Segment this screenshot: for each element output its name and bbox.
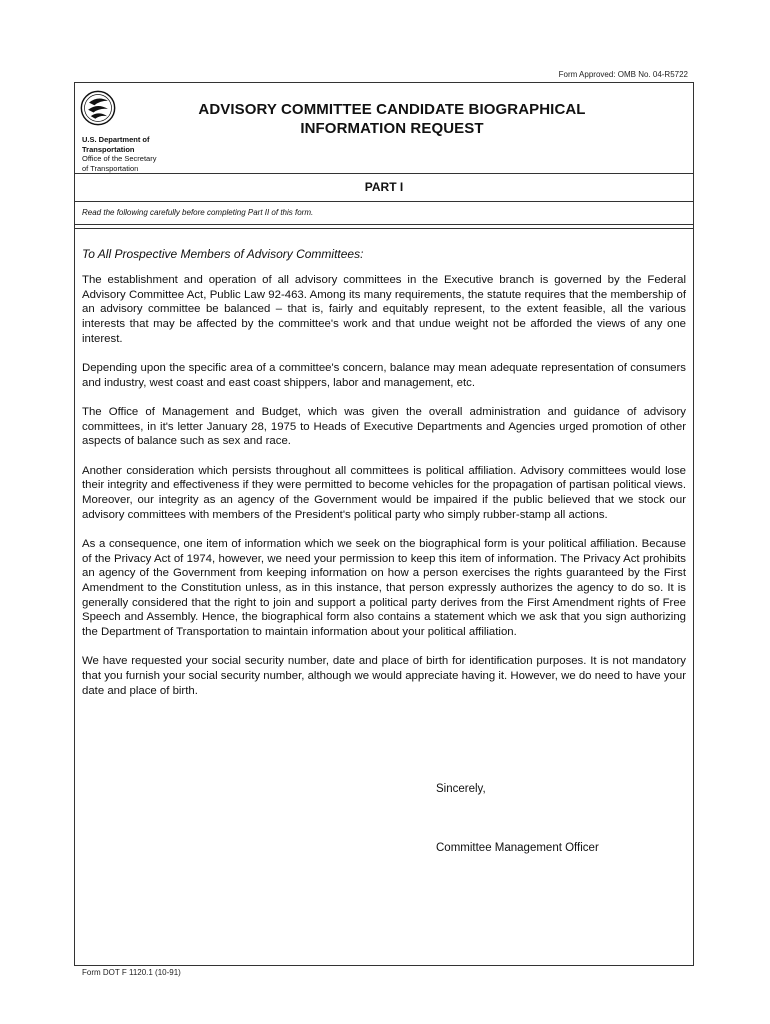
- form-title-line-2: INFORMATION REQUEST: [300, 120, 484, 137]
- paragraph-2: Depending upon the specific area of a committee's concern, balance may mean adequate representation of consumers and industry, west coast and east coast shippers, labor and management, etc.: [82, 362, 686, 389]
- form-title: [75, 100, 693, 138]
- form-header: [75, 83, 693, 174]
- part-label: PART I: [75, 174, 693, 202]
- agency-line-1: U.S. Department of: [82, 135, 150, 144]
- paragraph-1: The establishment and operation of all advisory committees in the Executive branch is governed by the Federal Advisory Committee Act, Public Law 92-463. Among its many requirements, the statute requires that the membership of an advisory committee be balanced – that is, fairly and equitably represent, to the extent feasible, all the various interests that may be affected by the committee's work and that undue weight not be afforded the views of any one interest.: [82, 274, 686, 345]
- form-frame: [74, 82, 694, 966]
- signatory-title: Committee Management Officer: [436, 842, 599, 854]
- agency-line-4: of Transportation: [82, 163, 139, 173]
- agency-line-3: Office of the Secretary: [82, 154, 157, 163]
- closing: Sincerely,: [436, 783, 486, 795]
- salutation: To All Prospective Members of Advisory Committees:: [82, 247, 364, 261]
- form-title-line-1: ADVISORY COMMITTEE CANDIDATE BIOGRAPHICAL: [198, 101, 586, 118]
- paragraph-6: We have requested your social security number, date and place of birth for identification purposes. It is not mandatory that you furnish your social security number, although we would appreciate having it. However, we do need to have your date and place of birth.: [82, 655, 686, 697]
- paragraph-4: Another consideration which persists throughout all committees is political affiliation. Advisory committees would lose their integrity and effectiveness if they were permitted to become vehicles for the propagation of partisan political views. Moreover, our integrity as an agency of the Government would be impaired if the public believed that we stock our advisory committees with members of the President's political party who simply rubber-stamp all actions.: [82, 464, 686, 521]
- agency-block: [82, 135, 156, 173]
- letter-body: [75, 229, 693, 698]
- omb-approval-number: Form Approved: OMB No. 04-R5722: [558, 70, 688, 79]
- agency-line-2: Transportation: [82, 144, 135, 154]
- form-number: Form DOT F 1120.1 (10-91): [82, 968, 181, 977]
- instruction-text: Read the following carefully before completing Part II of this form.: [75, 202, 693, 225]
- paragraph-5: As a consequence, one item of information which we seek on the biographical form is your political affiliation. Because of the Privacy Act of 1974, however, we need your permission to keep this item of information. The Privacy Act prohibits an agency of the Government from keeping information on how a person exercises the rights guaranteed by the First Amendment to the Constitution unless, as in this instance, that person expressly authorizes the agency to do so. It is generally considered that the right to join and support a political party derives from the First Amendment rights of Free Speech and Assembly. Hence, the biographical form also contains a statement which we ask that you sign authorizing the Department of Transportation to maintain information about your political affiliation.: [82, 537, 686, 639]
- paragraph-3: The Office of Management and Budget, which was given the overall administration and guidance of advisory committees, in it's letter January 28, 1975 to Heads of Executive Departments and Agencies urged promotion of other aspects of balance such as sex and race.: [82, 405, 686, 448]
